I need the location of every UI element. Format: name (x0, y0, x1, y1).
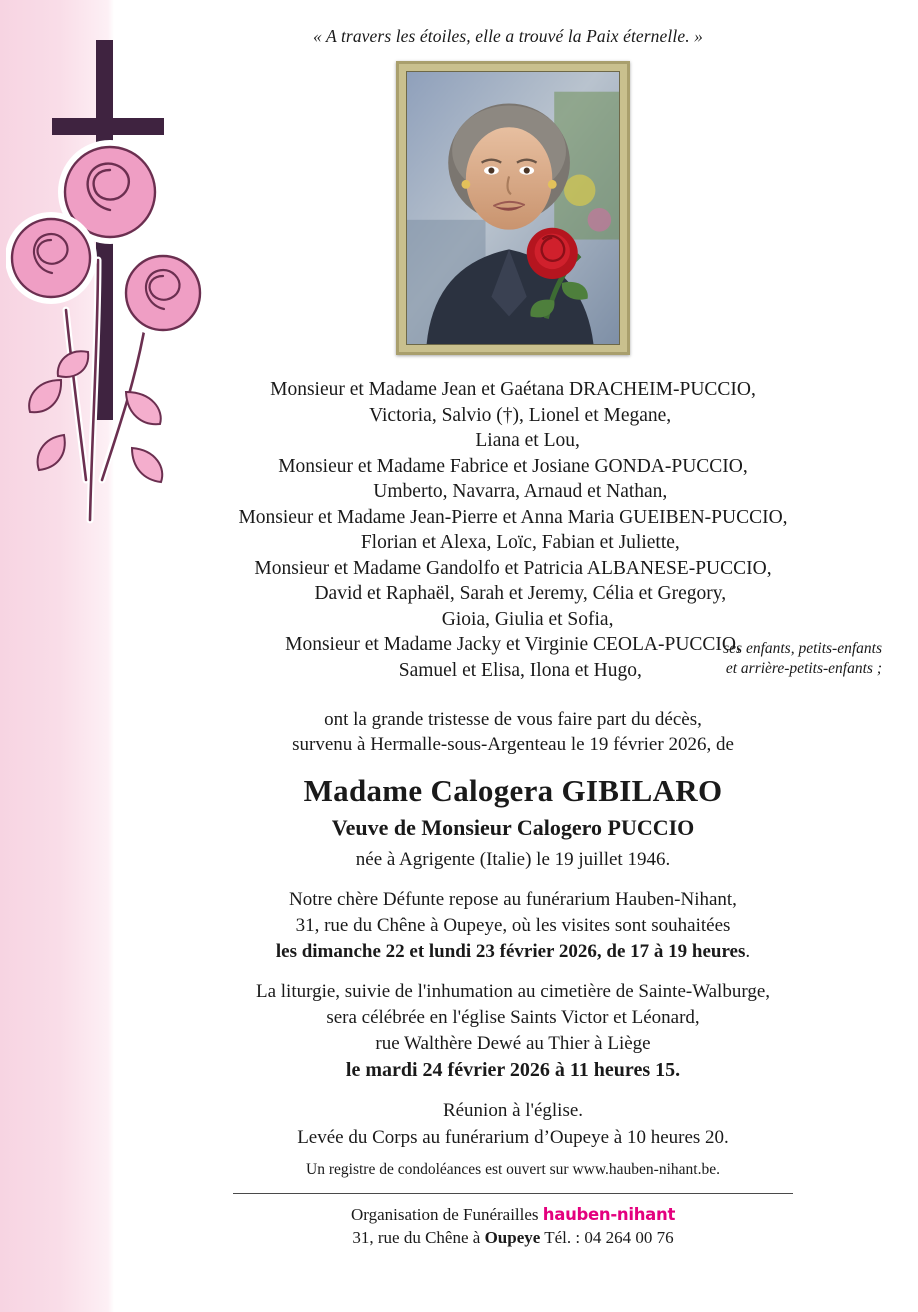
funeral-home-brand: hauben-nihant (542, 1205, 676, 1224)
family-line: Monsieur et Madame Gandolfo et Patricia ALBANESE-PUCCIO, (254, 557, 772, 579)
announcement-text (120, 707, 906, 757)
family-line: Liana et Lou, (446, 430, 580, 451)
announcement-line: survenu à Hermalle-sous-Argenteau le 19 février 2026, de (292, 734, 734, 755)
family-line: Victoria, Salvio (†), Lionel et Megane, (354, 404, 672, 426)
family-line: Monsieur et Madame Jean-Pierre et Anna Maria GUEIBEN-PUCCIO, (238, 506, 788, 528)
portrait-frame (396, 61, 630, 355)
family-line: Monsieur et Madame Fabrice et Josiane GONDA-PUCCIO, (278, 455, 748, 477)
liturgy-datetime-bold: le mardi 24 février 2026 à 11 heures 15 (345, 1059, 676, 1081)
family-line: Umberto, Navarra, Arnaud et Nathan, (358, 481, 668, 502)
address-prefix: 31, rue du Chêne à (352, 1228, 485, 1247)
family-line: Monsieur et Madame Jean et Gaétana DRACHEIM-PUCCIO, (270, 379, 756, 400)
visiting-line: Notre chère Défunte repose au funérarium Hauben-Nihant, (289, 889, 737, 910)
epitaph-quote: « A travers les étoiles, elle a trouvé la Paix éternelle. » (313, 26, 703, 46)
relation-line: ses enfants, petits-enfants (723, 640, 882, 657)
family-line: Samuel et Elisa, Ilona et Hugo, (384, 659, 642, 681)
organisation-prefix: Organisation de Funérailles (350, 1205, 543, 1224)
liturgy-datetime-suffix: . (675, 1059, 681, 1081)
visiting-hours-suffix: . (745, 941, 751, 962)
visiting-info (120, 887, 906, 965)
deceased-subtitle: Veuve de Monsieur Calogero PUCCIO (331, 815, 695, 840)
birth-details: née à Agrigente (Italie) le 19 juillet 1946. (355, 849, 671, 870)
condolence-registry-note: Un registre de condoléances est ouvert sur www.hauben-nihant.be. (306, 1161, 720, 1178)
announcement-line: ont la grande tristesse de vous faire part du décès, (324, 709, 702, 730)
memorial-card-content (120, 0, 906, 1312)
phone-number: Tél. : 04 264 00 76 (540, 1228, 674, 1247)
deceased-name: Madame Calogera GIBILARO (303, 773, 723, 808)
family-line: Monsieur et Madame Jacky et Virginie CEOLA-PUCCIO, (285, 634, 741, 655)
visiting-line: 31, rue du Chêne à Oupeye, où les visites sont souhaitées (295, 915, 731, 936)
gathering-info (120, 1097, 906, 1151)
liturgy-datetime-line (120, 1057, 906, 1083)
portrait-photo (406, 71, 620, 345)
organisation-address-line (120, 1226, 906, 1249)
liturgy-info (120, 979, 906, 1083)
liturgy-line: rue Walthère Dewé au Thier à Liège (375, 1033, 651, 1054)
family-line: David et Raphaël, Sarah et Jeremy, Célia et Gregory, (299, 583, 727, 604)
gathering-line: Réunion à l'église. (442, 1100, 584, 1121)
relation-line: et arrière-petits-enfants ; (725, 660, 882, 677)
funeral-home-footer (120, 1203, 906, 1249)
organisation-line (120, 1203, 906, 1226)
family-line: Florian et Alexa, Loïc, Fabian et Juliette, (346, 532, 680, 553)
family-list (120, 377, 906, 683)
visiting-hours-bold: les dimanche 22 et lundi 23 février 2026, de 17 à 19 heures (275, 941, 746, 962)
footer-divider (233, 1193, 793, 1194)
liturgy-line: sera célébrée en l'église Saints Victor et Léonard, (326, 1007, 700, 1028)
liturgy-line: La liturgie, suivie de l'inhumation au cimetière de Sainte-Walburge, (255, 981, 771, 1002)
family-line: Gioia, Giulia et Sofia, (412, 608, 614, 630)
address-city: Oupeye (484, 1228, 541, 1247)
visiting-hours-line (120, 939, 906, 965)
gathering-line: Levée du Corps au funérarium d’Oupeye à 10 heures 20. (297, 1127, 729, 1148)
